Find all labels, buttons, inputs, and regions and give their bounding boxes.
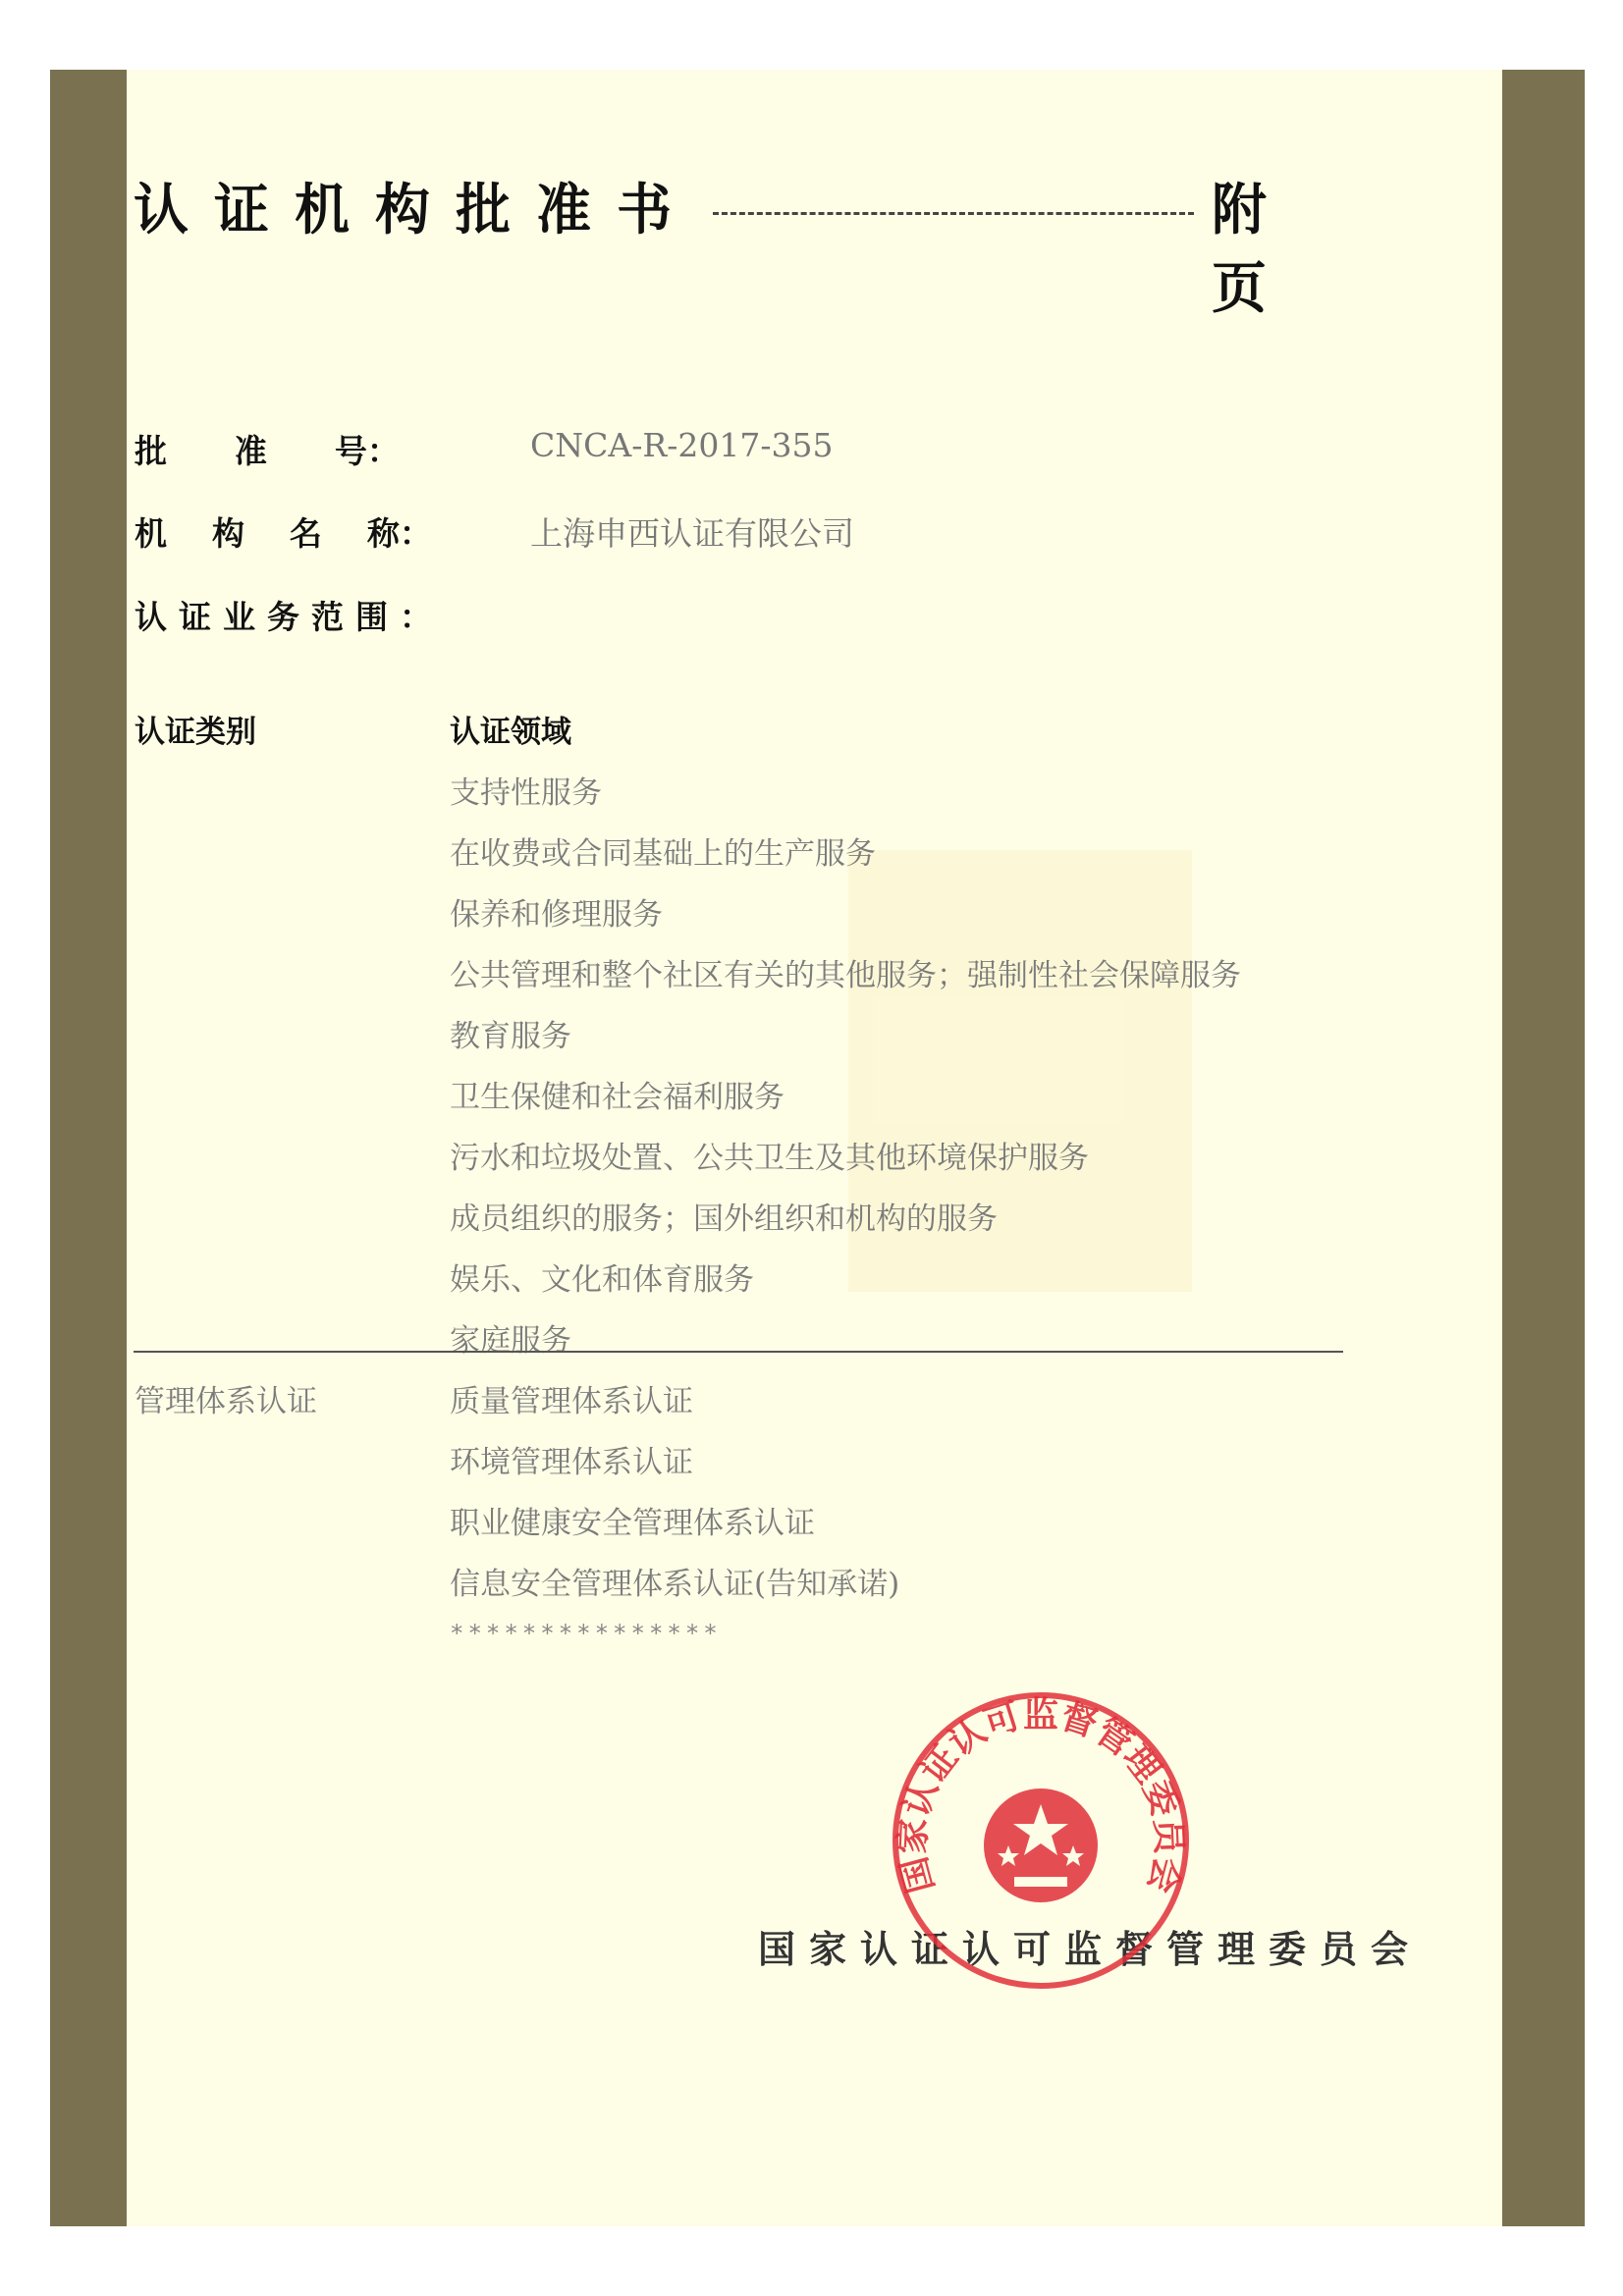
- title-dash-line: [713, 212, 1194, 215]
- scope-item: 公共管理和整个社区有关的其他服务；强制性社会保障服务: [450, 958, 1241, 993]
- category-label: 管理体系认证: [135, 1384, 317, 1419]
- seal-text: 国家认证认可监督管理委员会: [893, 1694, 1189, 1897]
- scope-item: 娱乐、文化和体育服务: [450, 1262, 754, 1298]
- scope-item: 污水和垃圾处置、公共卫生及其他环境保护服务: [450, 1141, 1089, 1176]
- scope-item: 职业健康安全管理体系认证: [450, 1506, 815, 1541]
- scope-item: 家庭服务: [450, 1323, 571, 1359]
- scope-label: 认证业务范围：: [135, 598, 444, 636]
- scope-item: 保养和修理服务: [450, 897, 663, 933]
- official-seal: [889, 1688, 1193, 1993]
- org-name-value: 上海申西认证有限公司: [530, 514, 854, 553]
- column-header-field: 认证领域: [450, 715, 571, 750]
- scope-item: 教育服务: [450, 1019, 571, 1054]
- scope-item: 支持性服务: [450, 775, 602, 811]
- scope-item: 环境管理体系认证: [450, 1445, 693, 1480]
- emblem-icon: [984, 1789, 1098, 1902]
- approval-number-value: CNCA-R-2017-355: [530, 426, 834, 464]
- list-terminator: ***************: [450, 1620, 722, 1647]
- approval-number-label: 批 准 号：: [135, 432, 400, 470]
- title-suffix: 附页: [1212, 179, 1267, 321]
- scope-item: 信息安全管理体系认证(告知承诺): [450, 1567, 900, 1602]
- document-title: 认证机构批准书: [134, 179, 697, 242]
- scope-item: 在收费或合同基础上的生产服务: [450, 836, 876, 872]
- scope-item: 成员组织的服务；国外组织和机构的服务: [450, 1201, 998, 1237]
- column-header-category: 认证类别: [135, 715, 256, 750]
- scope-item: 卫生保健和社会福利服务: [450, 1080, 784, 1115]
- table-divider: [134, 1351, 1343, 1353]
- org-name-label: 机 构 名 称：: [135, 514, 432, 553]
- issuer-name: 国家认证认可监督管理委员会: [758, 1928, 1423, 1971]
- scope-item: 质量管理体系认证: [450, 1384, 693, 1419]
- title-row: [134, 167, 1312, 321]
